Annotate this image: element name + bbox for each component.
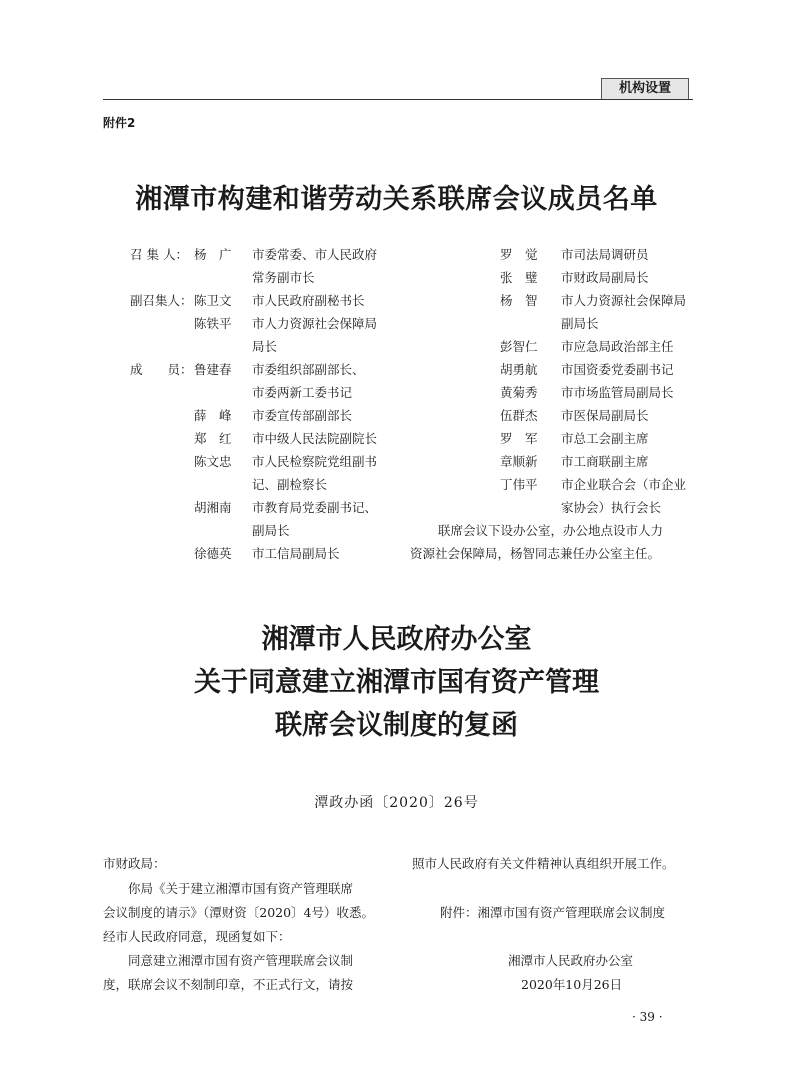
member-post: 市工商联副主席 — [561, 454, 649, 469]
member-name: 胡勇航 — [500, 362, 538, 377]
addressee: 市财政局： — [103, 856, 166, 871]
signature-date: 2020年10月26日 — [521, 977, 623, 992]
member-post: 市人民政府副秘书长 — [252, 293, 365, 308]
body-line: 度，联席会议不刻制印章，不正式行文，请按 — [103, 977, 354, 992]
attachment-reference: 附件：湘潭市国有资产管理联席会议制度 — [440, 905, 666, 920]
member-post: 家协会）执行会长 — [561, 500, 662, 515]
reply-title-line: 关于同意建立湘潭市国有资产管理 — [194, 667, 599, 698]
member-list-title: 湘潭市构建和谐劳动关系联席会议成员名单 — [135, 184, 658, 215]
document-number: 潭政办函〔2020〕26号 — [314, 795, 479, 811]
member-post: 市委宣传部副部长 — [252, 408, 353, 423]
body-line: 同意建立湘潭市国有资产管理联席会议制 — [128, 953, 354, 968]
member-post: 市人民检察院党组副书 — [252, 454, 378, 469]
member-role: 成 员： — [130, 362, 193, 377]
section-badge: 机构设置 — [601, 78, 689, 100]
office-note: 资源社会保障局，杨智同志兼任办公室主任。 — [410, 546, 661, 561]
body-line: 照市人民政府有关文件精神认真组织开展工作。 — [412, 856, 675, 871]
signature-org: 湘潭市人民政府办公室 — [508, 953, 634, 968]
member-post: 常务副市长 — [252, 270, 315, 285]
member-name: 鲁建春 — [194, 362, 232, 377]
member-name: 伍群杰 — [500, 408, 538, 423]
member-post: 市司法局调研员 — [561, 247, 649, 262]
member-name: 杨 智 — [500, 293, 538, 308]
member-name: 罗 觉 — [500, 247, 538, 262]
member-post: 市国资委党委副书记 — [561, 362, 674, 377]
member-post: 市中级人民法院副院长 — [252, 431, 378, 446]
member-name: 陈卫文 — [194, 293, 232, 308]
member-name: 胡湘南 — [194, 500, 232, 515]
member-name: 薛 峰 — [194, 408, 232, 423]
member-name: 丁伟平 — [500, 477, 538, 492]
member-post: 市委组织部副部长、 — [252, 362, 365, 377]
office-note: 联席会议下设办公室，办公地点设市人力 — [438, 523, 664, 538]
member-name: 张 璧 — [500, 270, 538, 285]
member-role: 副召集人： — [130, 293, 193, 308]
member-name: 罗 军 — [500, 431, 538, 446]
member-name: 章顺新 — [500, 454, 538, 469]
member-post: 记、副检察长 — [252, 477, 328, 492]
member-post: 市人力资源社会保障局 — [252, 316, 378, 331]
member-post: 市教育局党委副书记、 — [252, 500, 378, 515]
body-line: 经市人民政府同意，现函复如下： — [103, 929, 291, 944]
reply-title-line: 联席会议制度的复函 — [275, 710, 518, 741]
member-name: 杨 广 — [194, 247, 232, 262]
member-post: 市人力资源社会保障局 — [561, 293, 687, 308]
member-post: 市医保局副局长 — [561, 408, 649, 423]
member-post: 市委两新工委书记 — [252, 385, 353, 400]
member-name: 陈铁平 — [194, 316, 232, 331]
attachment-label: 附件2 — [103, 116, 136, 130]
reply-title-line: 湘潭市人民政府办公室 — [261, 624, 532, 655]
member-post: 局长 — [252, 339, 278, 354]
member-post: 市委常委、市人民政府 — [252, 247, 378, 262]
member-post: 市总工会副主席 — [561, 431, 649, 446]
member-name: 黄菊秀 — [500, 385, 538, 400]
member-post: 市应急局政治部主任 — [561, 339, 674, 354]
member-post: 市工信局副局长 — [252, 546, 340, 561]
page-number: · 39 · — [632, 1010, 663, 1024]
member-name: 彭智仁 — [500, 339, 538, 354]
header-rule — [103, 99, 693, 100]
body-line: 会议制度的请示》（潭财资〔2020〕4号）收悉。 — [103, 905, 375, 920]
member-name: 郑 红 — [194, 431, 232, 446]
member-post: 副局长 — [561, 316, 599, 331]
member-role: 召 集 人： — [130, 247, 188, 262]
member-post: 市市场监管局副局长 — [561, 385, 674, 400]
member-post: 副局长 — [252, 523, 290, 538]
body-line: 你局《关于建立湘潭市国有资产管理联席 — [128, 881, 354, 896]
member-post: 市财政局副局长 — [561, 270, 649, 285]
member-name: 陈文忠 — [194, 454, 232, 469]
member-post: 市企业联合会（市企业 — [561, 477, 687, 492]
member-name: 徐德英 — [194, 546, 232, 561]
